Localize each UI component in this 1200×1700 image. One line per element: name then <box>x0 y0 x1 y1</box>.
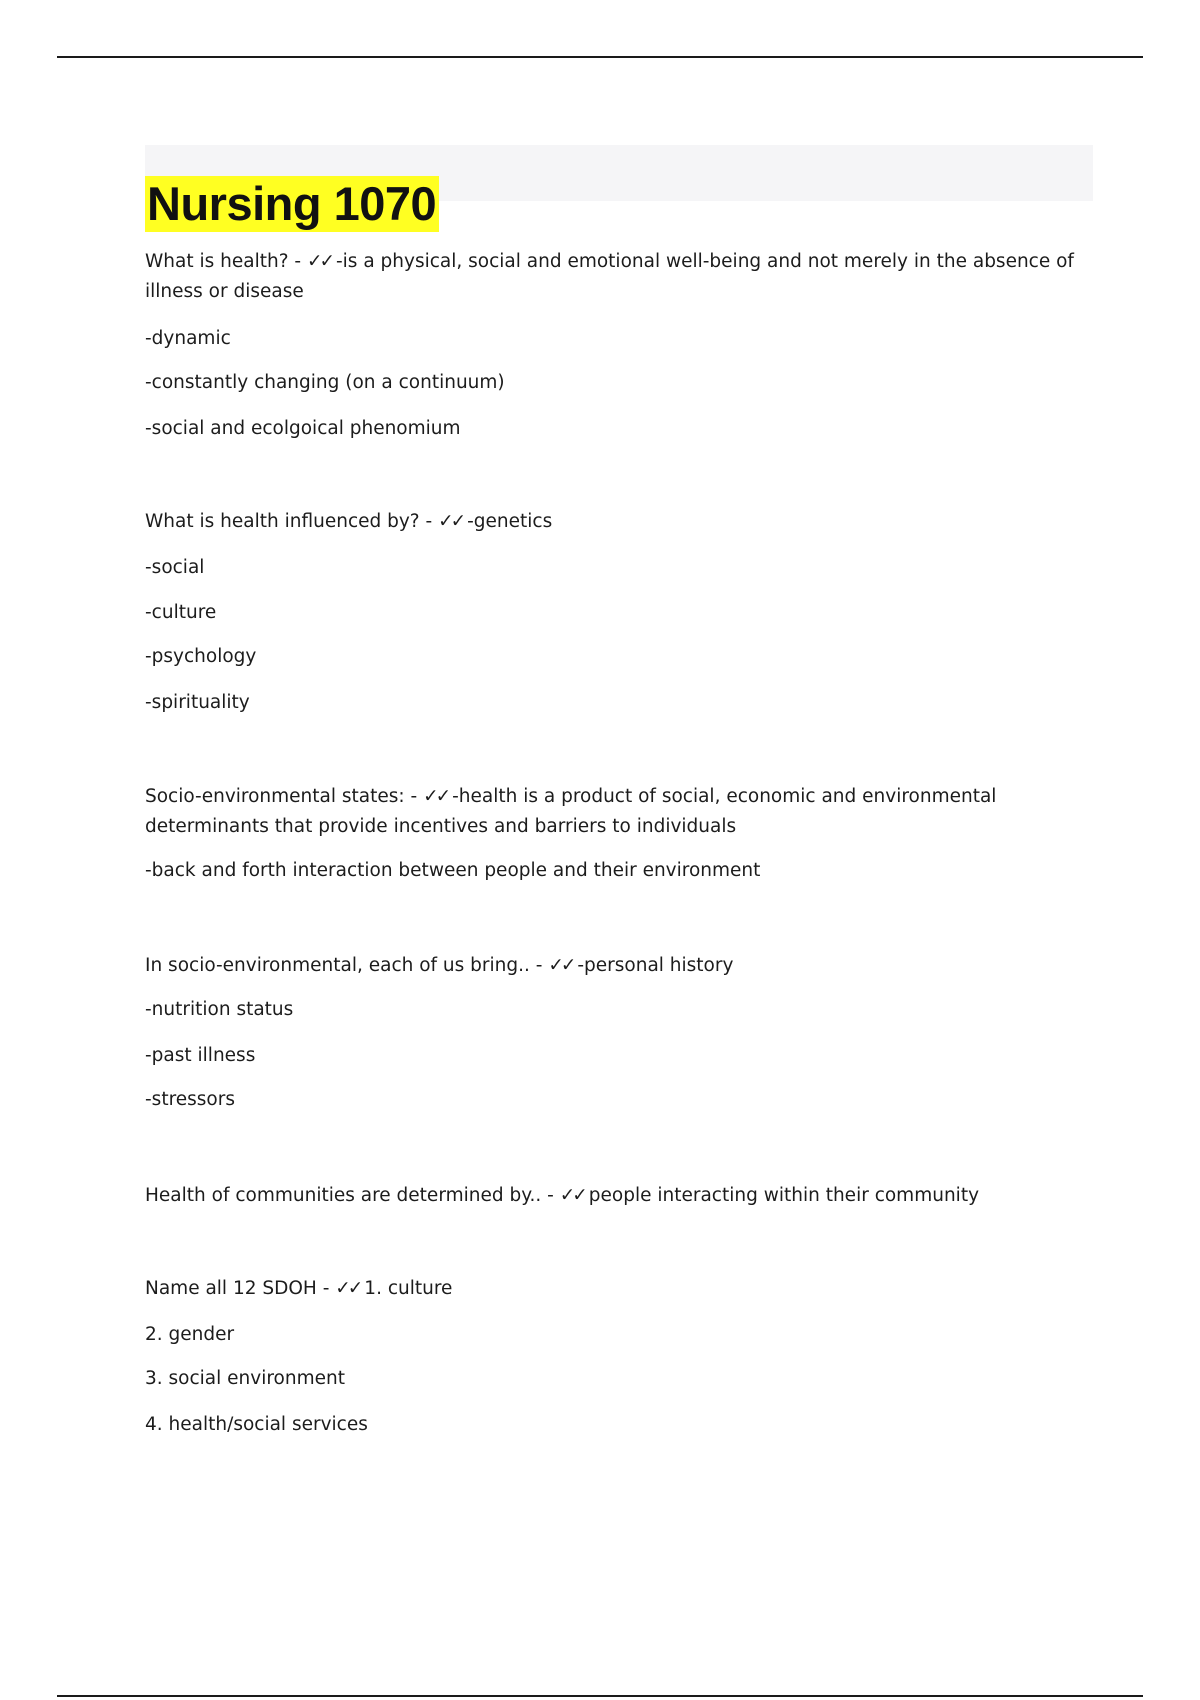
card-6-item-3: 4. health/social services <box>145 1414 368 1435</box>
card-2-question: What is health influenced by? - <box>145 511 439 532</box>
card-2-answer: -genetics <box>467 511 553 532</box>
card-2-item-4: -spirituality <box>145 692 250 713</box>
card-3-answer-cont: determinants that provide incentives and barriers to individuals <box>145 816 737 837</box>
top-rule <box>57 56 1143 58</box>
card-1-question: What is health? - <box>145 251 307 272</box>
double-check-icon: ✓✓ <box>306 251 332 272</box>
card-4-item-3: -stressors <box>145 1089 235 1110</box>
double-check-icon: ✓✓ <box>335 1278 361 1299</box>
card-6-answer: 1. culture <box>364 1278 453 1299</box>
card-4-question-line <box>145 951 733 981</box>
card-4-question: In socio-environmental, each of us bring.. - <box>145 955 549 976</box>
card-2-item-1: -social <box>145 557 205 578</box>
card-4-answer: -personal history <box>577 955 734 976</box>
card-1-answer: -is a physical, social and emotional well-being and not merely in the absence of <box>335 251 1074 272</box>
card-3-question-line <box>145 782 996 812</box>
card-1-item-2: -constantly changing (on a continuum) <box>145 372 505 393</box>
card-4-item-2: -past illness <box>145 1045 256 1066</box>
double-check-icon: ✓✓ <box>559 1185 585 1206</box>
card-4-item-1: -nutrition status <box>145 999 294 1020</box>
double-check-icon: ✓✓ <box>423 786 449 807</box>
card-5-answer: people interacting within their community <box>588 1185 980 1206</box>
double-check-icon: ✓✓ <box>548 955 574 976</box>
card-3-answer: -health is a product of social, economic and environmental <box>452 786 997 807</box>
card-3-item-1: -back and forth interaction between people and their environment <box>145 860 761 881</box>
card-6-question: Name all 12 SDOH - <box>145 1278 336 1299</box>
card-1-item-1: -dynamic <box>145 328 231 349</box>
card-5-question-line <box>145 1181 979 1211</box>
card-2-item-2: -culture <box>145 602 217 623</box>
document-title: Nursing 1070 <box>145 176 439 232</box>
bottom-rule <box>57 1695 1143 1697</box>
card-6-item-1: 2. gender <box>145 1324 235 1345</box>
card-1-item-3: -social and ecolgoical phenomium <box>145 418 461 439</box>
card-2-item-3: -psychology <box>145 646 257 667</box>
card-5-question: Health of communities are determined by.. - <box>145 1185 560 1206</box>
card-6-item-2: 3. social environment <box>145 1368 345 1389</box>
double-check-icon: ✓✓ <box>438 511 464 532</box>
card-1-answer-cont: illness or disease <box>145 281 304 302</box>
card-1-question-line <box>145 247 1074 277</box>
card-2-question-line <box>145 507 552 537</box>
card-3-question: Socio-environmental states: - <box>145 786 424 807</box>
card-6-question-line <box>145 1274 452 1304</box>
